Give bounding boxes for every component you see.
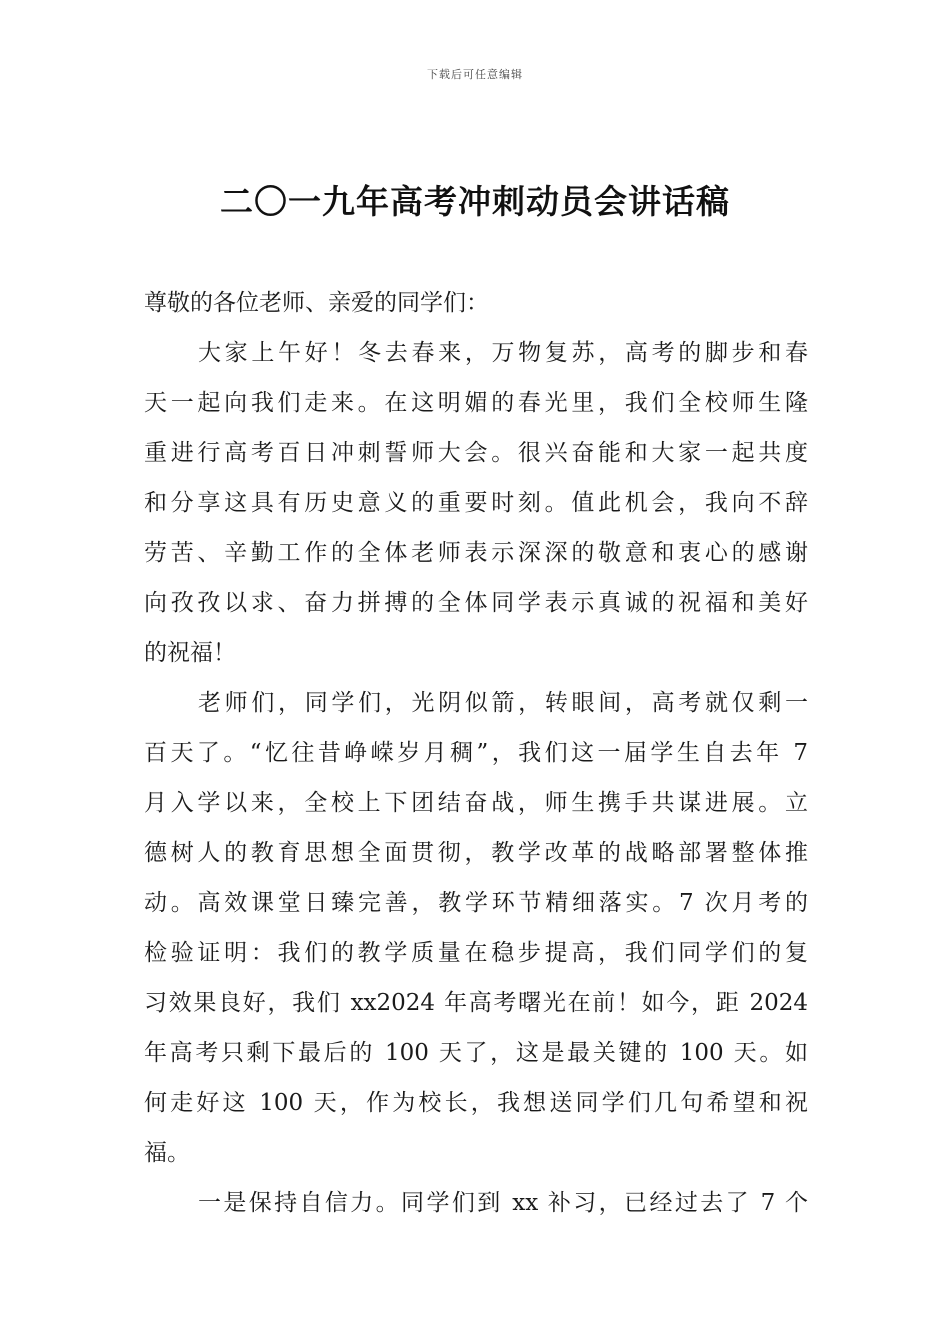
paragraph-line: 月入学以来，全校上下团结奋战，师生携手共谋进展。立 <box>144 790 808 816</box>
header-note: 下载后可任意编辑 <box>427 68 523 81</box>
paragraph-review <box>144 678 808 1178</box>
paragraph-line: 的祝福！ <box>144 640 236 666</box>
paragraph-line: 大家上午好！冬去春来，万物复苏，高考的脚步和春 <box>198 340 808 366</box>
paragraph-line: 向孜孜以求、奋力拼搏的全体同学表示真诚的祝福和美好 <box>144 590 808 616</box>
paragraph-line: 年高考只剩下最后的 100 天了，这是最关键的 100 天。如 <box>144 1040 808 1066</box>
paragraph-line: 天一起向我们走来。在这明媚的春光里，我们全校师生隆 <box>144 390 808 416</box>
paragraph-line: 重进行高考百日冲刺誓师大会。很兴奋能和大家一起共度 <box>144 440 808 466</box>
paragraph-line: 福。 <box>144 1140 190 1166</box>
paragraph-line: 习效果良好，我们 xx2024 年高考曙光在前！如今，距 2024 <box>144 990 808 1016</box>
paragraph-line: 德树人的教育思想全面贯彻，教学改革的战略部署整体推 <box>144 840 808 866</box>
paragraph-line: 百天了。“忆往昔峥嵘岁月稠”，我们这一届学生自去年 7 <box>144 740 808 766</box>
paragraph-confidence <box>144 1178 808 1228</box>
paragraph-line: 和分享这具有历史意义的重要时刻。值此机会，我向不辞 <box>144 490 808 516</box>
paragraph-line: 劳苦、辛勤工作的全体老师表示深深的敬意和衷心的感谢 <box>144 540 808 566</box>
paragraph-line: 一是保持自信力。同学们到 xx 补习，已经过去了 7 个 <box>198 1190 808 1216</box>
document-body <box>144 278 808 1228</box>
paragraph-line: 检验证明：我们的教学质量在稳步提高，我们同学们的复 <box>144 940 808 966</box>
paragraph-greeting <box>144 328 808 678</box>
paragraph-line: 何走好这 100 天，作为校长，我想送同学们几句希望和祝 <box>144 1090 808 1116</box>
paragraph-line: 动。高效课堂日臻完善，教学环节精细落实。7 次月考的 <box>144 890 808 916</box>
paragraph-line: 老师们，同学们，光阴似箭，转眼间，高考就仅剩一 <box>198 690 808 716</box>
document-title: 二〇一九年高考冲刺动员会讲话稿 <box>220 182 730 221</box>
salutation: 尊敬的各位老师、亲爱的同学们： <box>144 290 489 316</box>
